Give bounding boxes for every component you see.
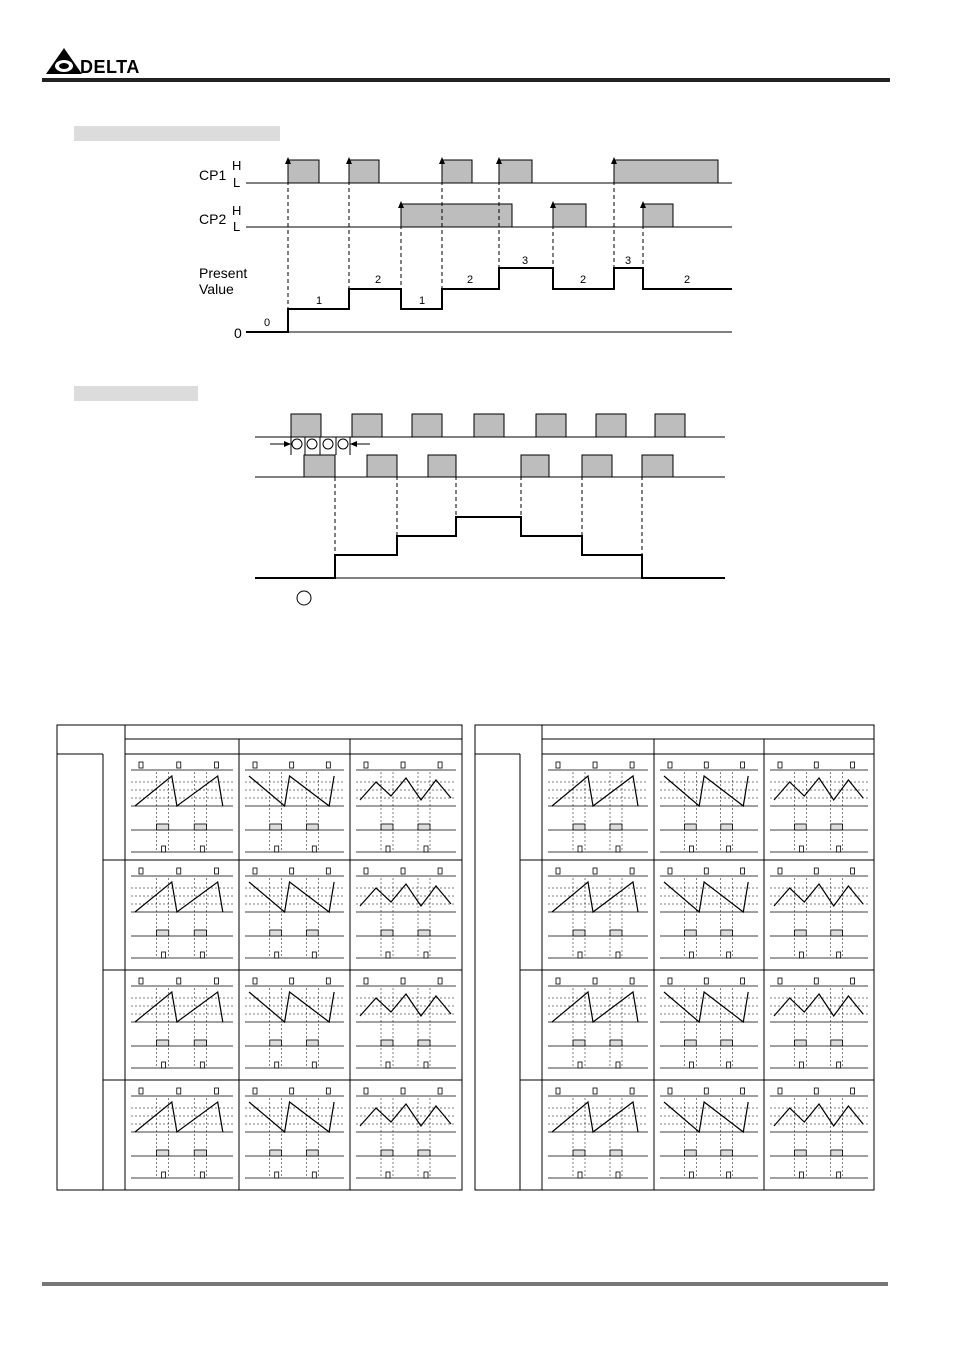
step-value-4: 2	[467, 274, 474, 286]
waveform-cell	[548, 868, 648, 958]
waveform-cell	[245, 978, 344, 1068]
waveform-cell	[131, 868, 233, 958]
waveform-cell	[245, 1088, 344, 1178]
step-value-8: 2	[684, 274, 691, 286]
brand-name: DELTA	[80, 57, 140, 77]
step-value-6: 2	[580, 274, 587, 286]
step-value-5: 3	[522, 255, 529, 267]
step-value-7: 3	[625, 255, 632, 267]
cp1-h-label: H	[232, 158, 242, 173]
waveform-cell	[548, 1088, 648, 1178]
waveform-cell	[356, 762, 456, 852]
zero-label: 0	[234, 325, 242, 341]
waveform-cell	[131, 978, 233, 1068]
cp2-l-label: L	[233, 219, 241, 234]
waveform-cell	[660, 978, 758, 1068]
waveform-cell	[245, 762, 344, 852]
waveform-cell	[356, 868, 456, 958]
step-value-1: 1	[316, 295, 323, 307]
cp2-h-label: H	[232, 203, 242, 218]
left-waveform-table	[57, 725, 462, 1190]
waveform-cell	[245, 868, 344, 958]
waveform-cell	[131, 1088, 233, 1178]
waveform-cell	[770, 868, 868, 958]
step-value-0: 0	[264, 317, 271, 329]
step-value-2: 2	[375, 274, 382, 286]
waveform-cell	[131, 762, 233, 852]
present-label: Present	[199, 265, 248, 281]
waveform-cell	[356, 1088, 456, 1178]
cp1-label: CP1	[199, 167, 227, 183]
waveform-cell	[660, 1088, 758, 1178]
waveform-cell	[660, 868, 758, 958]
cp2-label: CP2	[199, 211, 227, 227]
waveform-cell	[548, 762, 648, 852]
value-label: Value	[199, 281, 234, 297]
footer-rule	[42, 1282, 888, 1286]
waveform-cell	[356, 978, 456, 1068]
waveform-cell	[770, 1088, 868, 1178]
step-value-3: 1	[419, 295, 426, 307]
waveform-cell	[770, 978, 868, 1068]
waveform-cell	[770, 762, 868, 852]
right-waveform-table	[475, 725, 874, 1190]
waveform-cell	[660, 762, 758, 852]
waveform-cell	[548, 978, 648, 1068]
cp1-l-label: L	[233, 175, 241, 190]
